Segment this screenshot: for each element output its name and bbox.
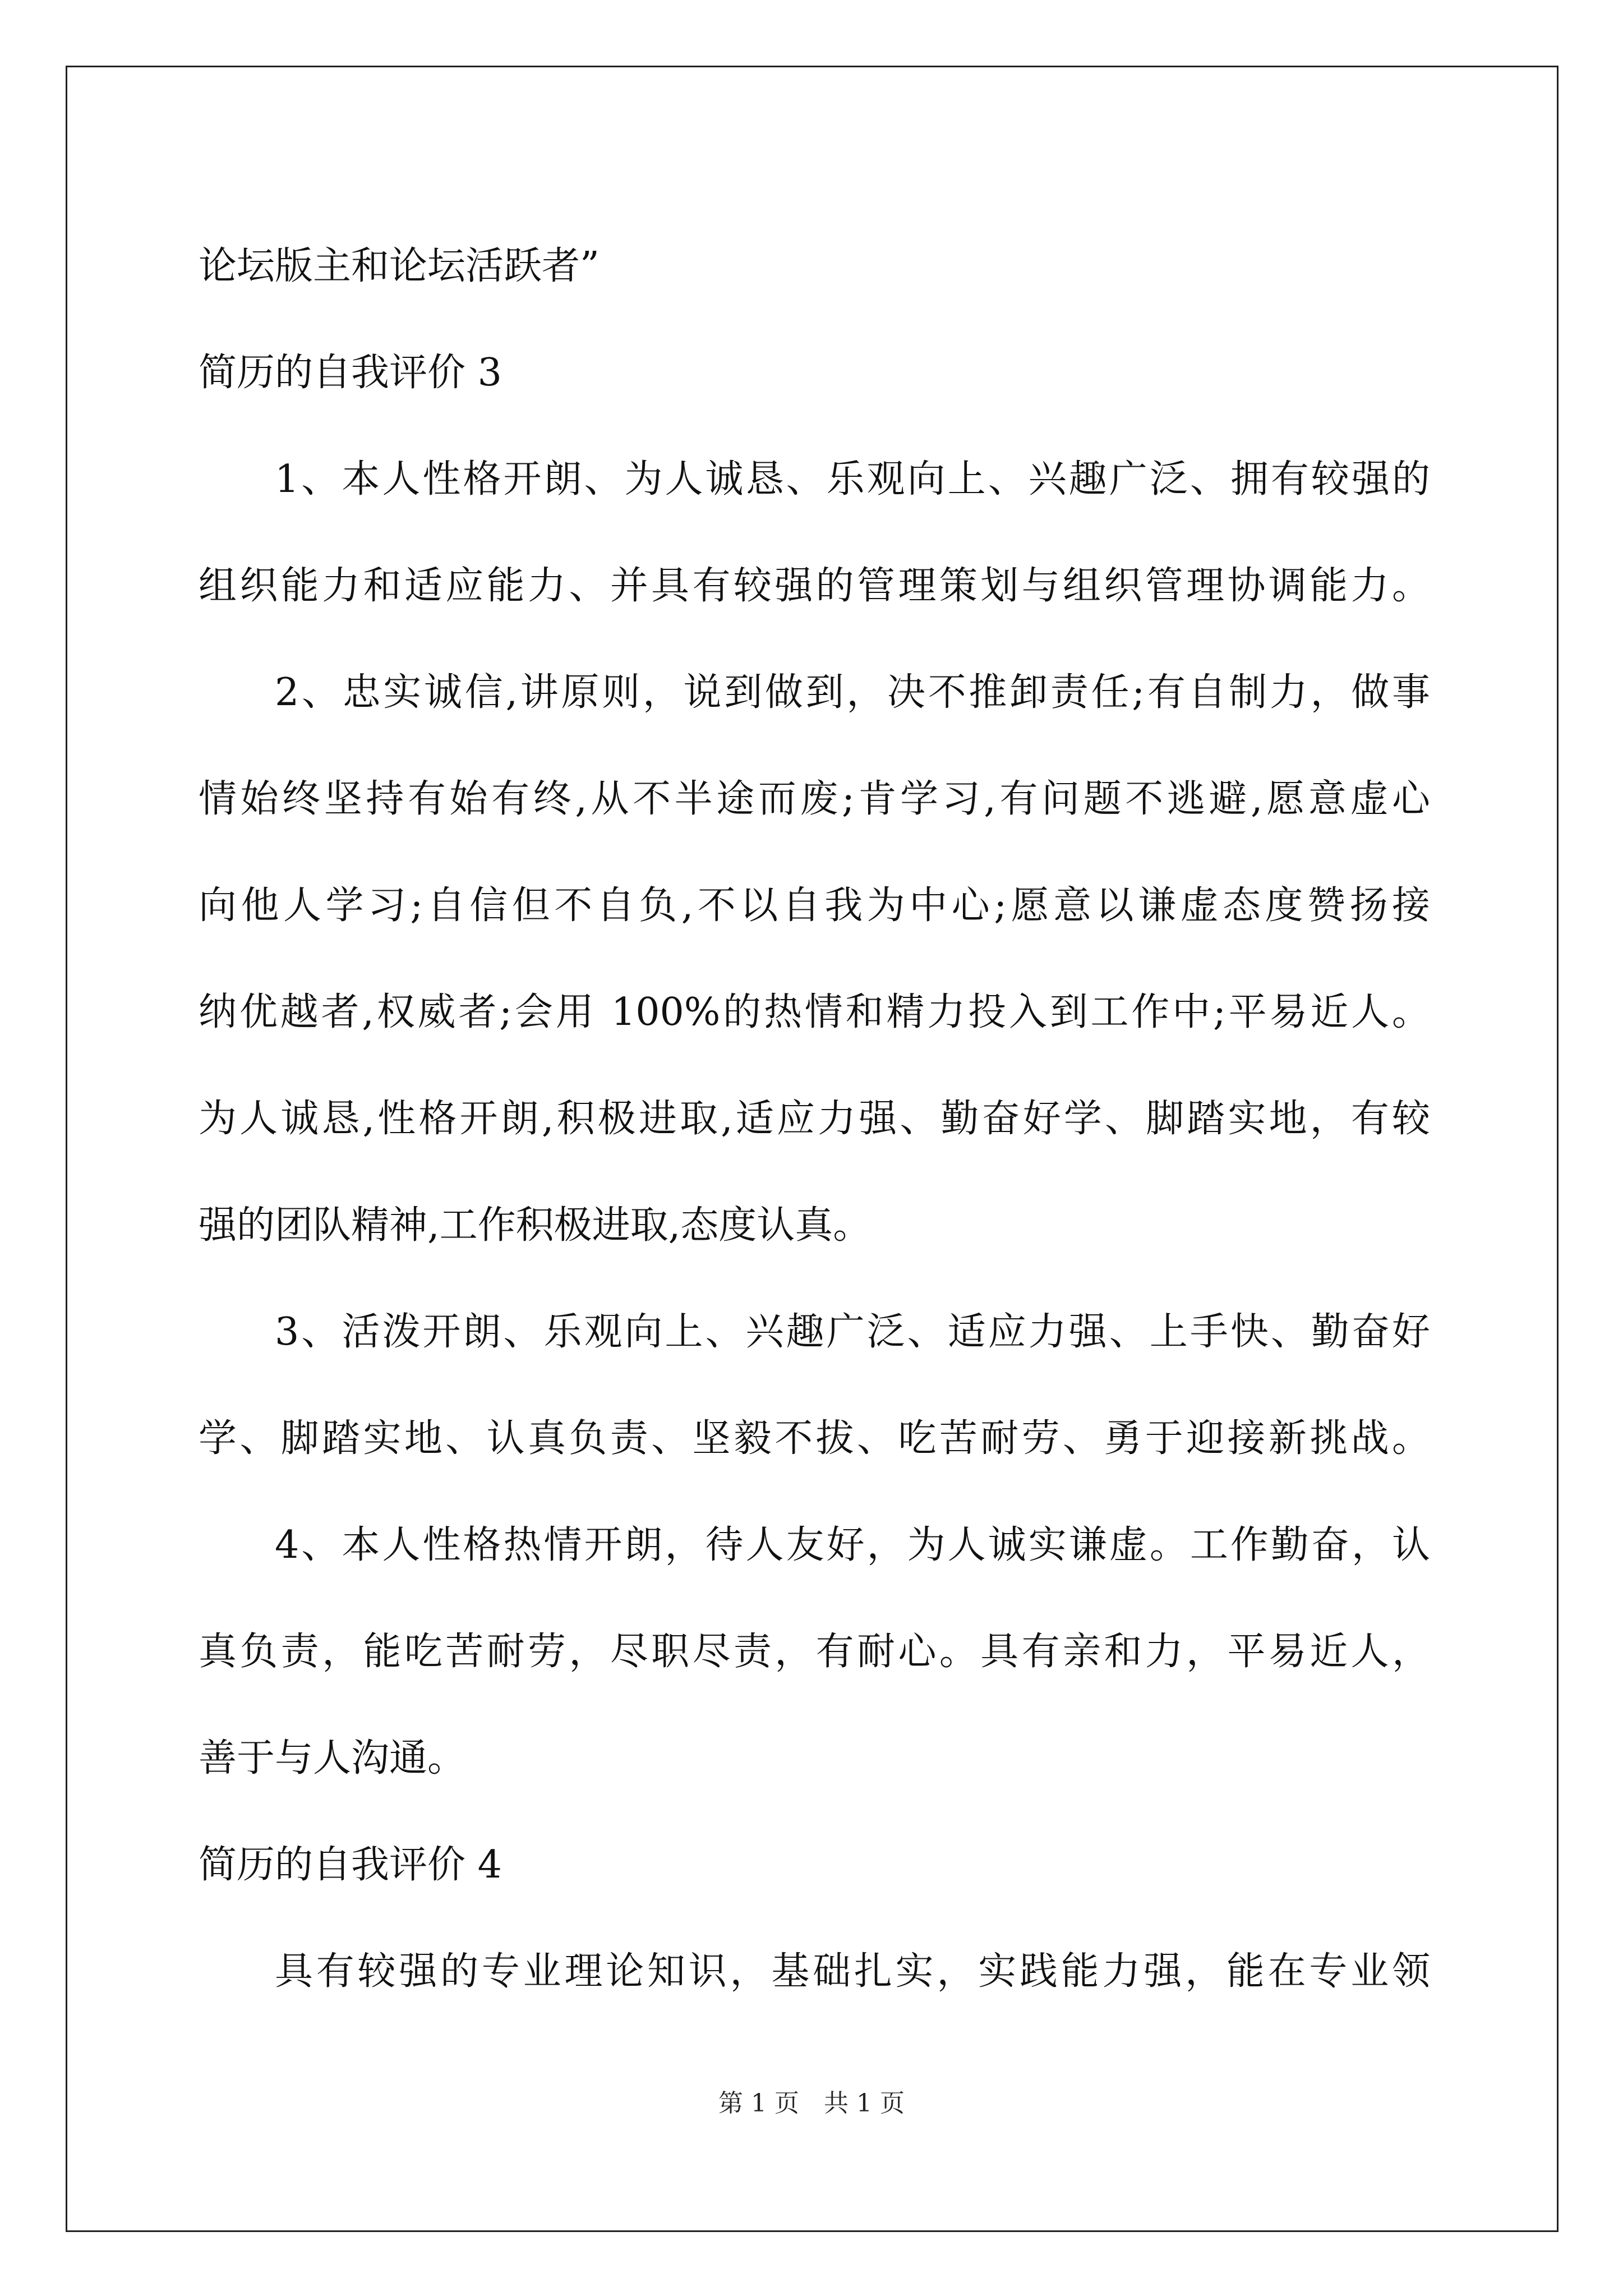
text-line: 2、忠实诚信,讲原则，说到做到，决不推卸责任;有自制力，做事 [275, 670, 1430, 715]
text-line: 情始终坚持有始有终,从不半途而废;肯学习,有问题不逃避,愿意虚心 [199, 777, 1430, 821]
text-line: 为人诚恳,性格开朗,积极进取,适应力强、勤奋好学、脚踏实地，有较 [199, 1097, 1430, 1141]
text-line: 论坛版主和论坛活跃者” [199, 244, 600, 288]
text-line: 纳优越者,权威者;会用 100%的热情和精力投入到工作中;平易近人。 [199, 990, 1430, 1034]
section-heading: 简历的自我评价 3 [199, 351, 502, 395]
page-footer: 第 1 页 共 1 页 [718, 2089, 905, 2118]
text-line: 强的团队精神,工作积极进取,态度认真。 [199, 1203, 872, 1248]
text-line: 善于与人沟通。 [199, 1736, 466, 1780]
text-line: 3、活泼开朗、乐观向上、兴趣广泛、适应力强、上手快、勤奋好 [275, 1310, 1430, 1354]
text-line: 1、本人性格开朗、为人诚恳、乐观向上、兴趣广泛、拥有较强的 [275, 457, 1430, 501]
text-line: 具有较强的专业理论知识，基础扎实，实践能力强，能在专业领 [275, 1949, 1430, 1994]
section-heading: 简历的自我评价 4 [199, 1843, 502, 1887]
text-line: 真负责，能吃苦耐劳，尽职尽责，有耐心。具有亲和力，平易近人， [199, 1630, 1430, 1674]
text-line: 4、本人性格热情开朗，待人友好，为人诚实谦虚。工作勤奋，认 [275, 1523, 1430, 1567]
document-body [199, 213, 1430, 2025]
text-line: 学、脚踏实地、认真负责、坚毅不拔、吃苦耐劳、勇于迎接新挑战。 [199, 1416, 1430, 1461]
text-line: 组织能力和适应能力、并具有较强的管理策划与组织管理协调能力。 [199, 564, 1430, 608]
text-line: 向他人学习;自信但不自负,不以自我为中心;愿意以谦虚态度赞扬接 [199, 884, 1430, 928]
